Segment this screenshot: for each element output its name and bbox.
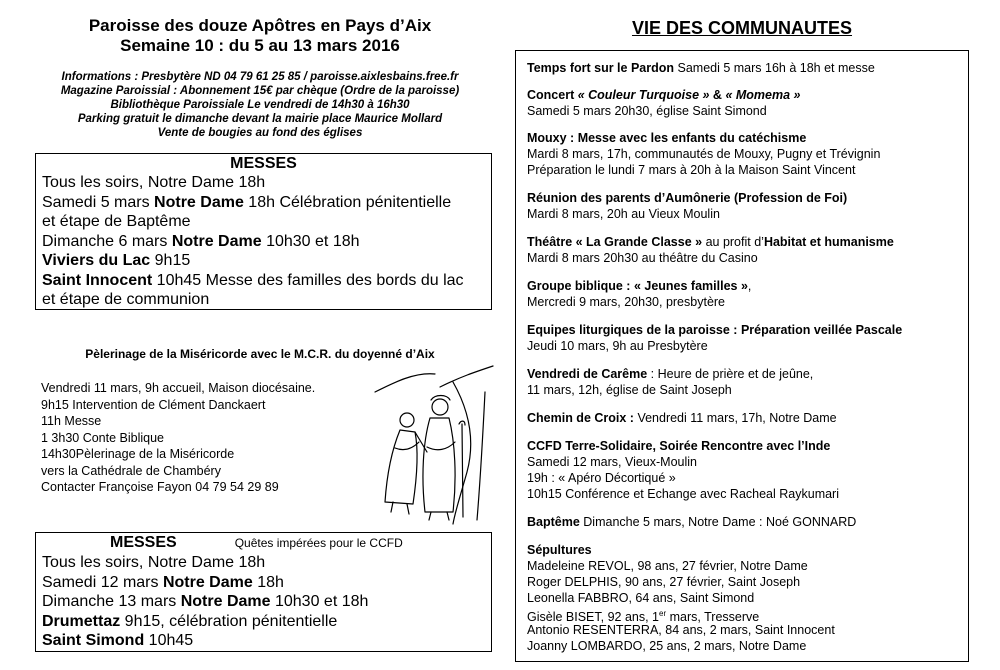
event-detail: Jeudi 10 mars, 9h au Presbytère — [527, 339, 708, 353]
event-mouxy: Mouxy : Messe avec les enfants du catéchisme — [527, 131, 807, 145]
event-theatre: Théâtre « La Grande Classe » au profit d’Habitat et humanisme — [527, 235, 894, 249]
funeral-entry: Madeleine REVOL, 98 ans, 27 février, Notre Dame — [527, 559, 808, 573]
pilgrimage-line: 1 3h30 Conte Biblique — [41, 430, 165, 445]
event-bapteme: Baptême Dimanche 5 mars, Notre Dame : Noé GONNARD — [527, 515, 857, 529]
mass-line: Dimanche 13 mars Notre Dame 10h30 et 18h — [42, 593, 369, 610]
mass-line: Drumettaz 9h15, célébration pénitentielle — [42, 612, 338, 630]
messes-week2-box — [35, 532, 492, 652]
event-ccfd: CCFD Terre-Solidaire, Soirée Rencontre avec l’Inde — [527, 439, 831, 453]
event-detail: Mardi 8 mars 20h30 au théâtre du Casino — [527, 251, 758, 265]
mass-line: et étape de communion — [42, 291, 210, 308]
messes-heading-row — [36, 533, 491, 553]
event-careme: Vendredi de Carême : Heure de prière et de jeûne, — [527, 367, 814, 381]
community-life-title: VIE DES COMMUNAUTES — [631, 18, 853, 38]
funeral-entry: Leonella FABBRO, 64 ans, Saint Simond — [527, 591, 755, 605]
info-line: Informations : Presbytère ND 04 79 61 25 85 / paroisse.aixlesbains.free.fr — [61, 71, 459, 83]
event-detail: Mercredi 9 mars, 20h30, presbytère — [527, 295, 726, 309]
event-groupe-biblique: Groupe biblique : « Jeunes familles », — [527, 279, 752, 293]
event-detail: Mardi 8 mars, 17h, communautés de Mouxy, Pugny et Trévignin — [527, 147, 881, 161]
funeral-entry: Roger DELPHIS, 90 ans, 27 février, Saint Joseph — [527, 575, 801, 589]
messes-week1-box — [35, 153, 492, 310]
info-line: Vente de bougies au fond des églises — [157, 127, 363, 139]
mass-line: Saint Innocent 10h45 Messe des familles des bords du lac — [42, 271, 464, 289]
mass-line: Samedi 12 mars Notre Dame 18h — [42, 573, 284, 591]
info-line: Parking gratuit le dimanche devant la mairie place Maurice Mollard — [77, 113, 443, 125]
event-pardon: Temps fort sur le Pardon Samedi 5 mars 16h à 18h et messe — [527, 61, 875, 75]
funeral-entry: Joanny LOMBARDO, 25 ans, 2 mars, Notre Dame — [527, 639, 807, 653]
messes-heading: MESSES — [230, 155, 297, 172]
quetes-note: Quêtes impérées pour le CCFD — [234, 536, 403, 550]
parish-title: Paroisse des douze Apôtres en Pays d’Aix — [88, 16, 432, 35]
week-subtitle: Semaine 10 : du 5 au 13 mars 2016 — [120, 36, 400, 55]
event-equipes-liturgiques: Equipes liturgiques de la paroisse : Préparation veillée Pascale — [527, 323, 903, 337]
event-detail: Mardi 8 mars, 20h au Vieux Moulin — [527, 207, 720, 221]
mass-line: Viviers du Lac 9h15 — [42, 252, 191, 269]
messes-heading: MESSES — [110, 534, 177, 551]
event-aumonerie: Réunion des parents d’Aumônerie (Profession de Foi) — [527, 191, 848, 205]
mass-line: Tous les soirs, Notre Dame 18h — [42, 554, 266, 571]
mass-line: et étape de Baptême — [42, 213, 191, 230]
info-line: Magazine Paroissial : Abonnement 15€ par chèque (Ordre de la paroisse) — [60, 85, 460, 97]
funeral-entry: Gisèle BISET, 92 ans, 1er mars, Tresserve — [527, 609, 760, 625]
pilgrimage-line: 11h Messe — [41, 414, 102, 428]
mass-line: Samedi 5 mars Notre Dame 18h Célébration pénitentielle — [42, 193, 452, 211]
mass-line: Saint Simond 10h45 — [42, 632, 194, 649]
pilgrimage-details — [41, 380, 315, 496]
pilgrims-illustration — [355, 352, 495, 527]
event-detail: 10h15 Conférence et Echange avec Racheal Raykumari — [527, 487, 839, 501]
event-detail: Samedi 12 mars, Vieux-Moulin — [527, 455, 697, 469]
pilgrimage-title: Pèlerinage de la Miséricorde avec le M.C.R. du doyenné d’Aix — [85, 347, 435, 361]
sepultures-heading: Sépultures — [527, 543, 592, 557]
info-line: Bibliothèque Paroissiale Le vendredi de 14h30 à 16h30 — [110, 99, 410, 111]
pilgrimage-line: 14h30Pèlerinage de la Miséricorde — [41, 447, 235, 461]
pilgrimage-line: Vendredi 11 mars, 9h accueil, Maison diocésaine. — [41, 381, 316, 395]
event-detail: Samedi 5 mars 20h30, église Saint Simond — [527, 104, 767, 118]
funeral-entry: Antonio RESENTERRA, 84 ans, 2 mars, Saint Innocent — [527, 623, 835, 637]
pilgrimage-line: vers la Cathédrale de Chambéry — [41, 463, 221, 478]
event-detail: 11 mars, 12h, église de Saint Joseph — [527, 383, 732, 397]
info-block — [40, 70, 480, 140]
event-concert: Concert « Couleur Turquoise » & « Momema » — [527, 88, 801, 102]
pilgrimage-line: Contacter Françoise Fayon 04 79 54 29 89 — [41, 480, 279, 494]
event-detail: 19h : « Apéro Décortiqué » — [527, 471, 676, 485]
pilgrimage-line: 9h15 Intervention de Clément Danckaert — [41, 397, 266, 412]
event-detail: Préparation le lundi 7 mars à 20h à la Maison Saint Vincent — [527, 163, 856, 177]
event-chemin-de-croix: Chemin de Croix : Vendredi 11 mars, 17h, Notre Dame — [527, 411, 837, 425]
mass-line: Tous les soirs, Notre Dame 18h — [42, 174, 266, 191]
mass-line: Dimanche 6 mars Notre Dame 10h30 et 18h — [42, 232, 360, 250]
